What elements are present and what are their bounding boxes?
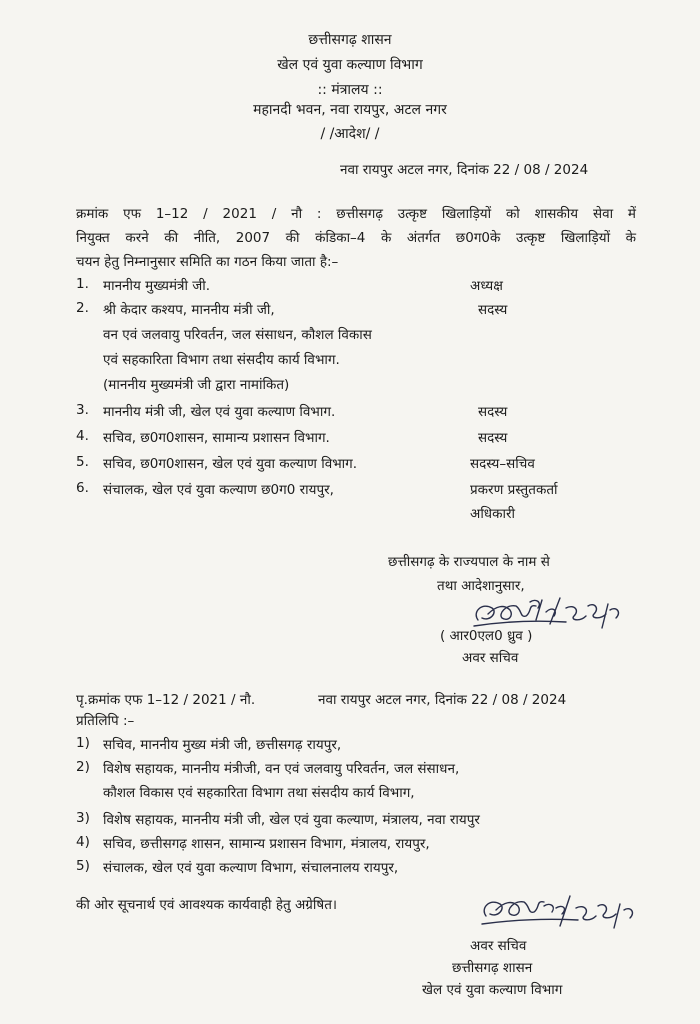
committee-member-detail: (माननीय मुख्यमंत्री जी द्वारा नामांकित) — [103, 377, 290, 393]
intro-line-2: नियुक्त करने की नीति, 2007 की कंडिका–4 के अंतर्गत छ0ग0के उत्कृष्ट खिलाड़ियों के — [76, 230, 636, 246]
header-address: महानदी भवन, नवा रायपुर, अटल नगर — [253, 102, 447, 118]
copy-recipient: सचिव, छत्तीसगढ़ शासन, सामान्य प्रशासन विभाग, मंत्रालय, रायपुर, — [103, 836, 430, 852]
header-government: छत्तीसगढ़ शासन — [308, 32, 392, 48]
endorsement-department: खेल एवं युवा कल्याण विभाग — [422, 982, 563, 998]
committee-role: अध्यक्ष — [470, 278, 503, 294]
copy-recipient-detail: कौशल विकास एवं सहकारिता विभाग तथा संसदीय कार्य विभाग, — [103, 785, 415, 801]
committee-number: 1. — [76, 276, 89, 292]
endorsement-government: छत्तीसगढ़ शासन — [452, 960, 533, 976]
committee-role: सदस्य–सचिव — [470, 456, 535, 472]
committee-member: माननीय मंत्री जी, खेल एवं युवा कल्याण विभाग. — [103, 404, 336, 420]
copy-number: 5) — [76, 858, 90, 874]
copy-number: 4) — [76, 834, 90, 850]
committee-number: 5. — [76, 454, 89, 470]
order-place-date: नवा रायपुर अटल नगर, दिनांक 22 / 08 / 2024 — [340, 162, 589, 178]
committee-role: सदस्य — [478, 404, 508, 420]
committee-role: सदस्य — [478, 302, 508, 318]
signatory-designation: अवर सचिव — [462, 650, 519, 666]
committee-member: श्री केदार कश्यप, माननीय मंत्री जी, — [103, 302, 275, 318]
copy-label: प्रतिलिपि :– — [76, 713, 135, 729]
committee-member-detail: एवं सहकारिता विभाग तथा संसदीय कार्य विभाग. — [103, 352, 340, 368]
committee-number: 2. — [76, 300, 89, 316]
committee-member: संचालक, खेल एवं युवा कल्याण छ0ग0 रायपुर, — [103, 482, 334, 498]
committee-role-continued: अधिकारी — [470, 506, 515, 522]
committee-role: सदस्य — [478, 430, 508, 446]
authority-line-1: छत्तीसगढ़ के राज्यपाल के नाम से — [388, 554, 550, 570]
copy-number: 1) — [76, 735, 90, 751]
header-department: खेल एवं युवा कल्याण विभाग — [277, 57, 423, 73]
authority-line-2: तथा आदेशानुसार, — [437, 578, 525, 594]
endorsement-place-date: नवा रायपुर अटल नगर, दिनांक 22 / 08 / 2024 — [318, 692, 567, 708]
committee-role: प्रकरण प्रस्तुतकर्ता — [470, 482, 558, 498]
intro-line-3: चयन हेतु निम्नानुसार समिति का गठन किया जाता है:– — [76, 254, 339, 270]
copy-recipient: संचालक, खेल एवं युवा कल्याण विभाग, संचालनालय रायपुर, — [103, 860, 399, 876]
copy-recipient: सचिव, माननीय मुख्य मंत्री जी, छत्तीसगढ़ रायपुर, — [103, 737, 342, 753]
copy-recipient: विशेष सहायक, माननीय मंत्रीजी, वन एवं जलवायु परिवर्तन, जल संसाधन, — [103, 761, 460, 777]
forwarding-note: की ओर सूचनार्थ एवं आवश्यक कार्यवाही हेतु अग्रेषित। — [76, 897, 338, 913]
signatory-name: ( आर0एल0 ध्रुव ) — [440, 628, 533, 644]
committee-member: माननीय मुख्यमंत्री जी. — [103, 278, 211, 294]
committee-number: 3. — [76, 402, 89, 418]
committee-member-detail: वन एवं जलवायु परिवर्तन, जल संसाधन, कौशल विकास — [103, 327, 372, 343]
endorsement-reference: पृ.क्रमांक एफ 1–12 / 2021 / नौ. — [76, 692, 256, 708]
endorsement-designation: अवर सचिव — [470, 938, 527, 954]
header-order-title: / /आदेश/ / — [320, 126, 380, 142]
header-ministry: :: मंत्रालय :: — [317, 82, 383, 98]
committee-number: 4. — [76, 428, 89, 444]
copy-number: 3) — [76, 810, 90, 826]
endorsement-signature-mark — [478, 886, 648, 938]
committee-number: 6. — [76, 480, 89, 496]
copy-number: 2) — [76, 759, 90, 775]
intro-line-1: क्रमांक एफ 1–12 / 2021 / नौ : छत्तीसगढ़ उत्कृष्ट खिलाड़ियों को शासकीय सेवा में — [76, 206, 636, 222]
committee-member: सचिव, छ0ग0शासन, सामान्य प्रशासन विभाग. — [103, 430, 330, 446]
committee-member: सचिव, छ0ग0शासन, खेल एवं युवा कल्याण विभाग. — [103, 456, 358, 472]
copy-recipient: विशेष सहायक, माननीय मंत्री जी, खेल एवं युवा कल्याण, मंत्रालय, नवा रायपुर — [103, 812, 480, 828]
